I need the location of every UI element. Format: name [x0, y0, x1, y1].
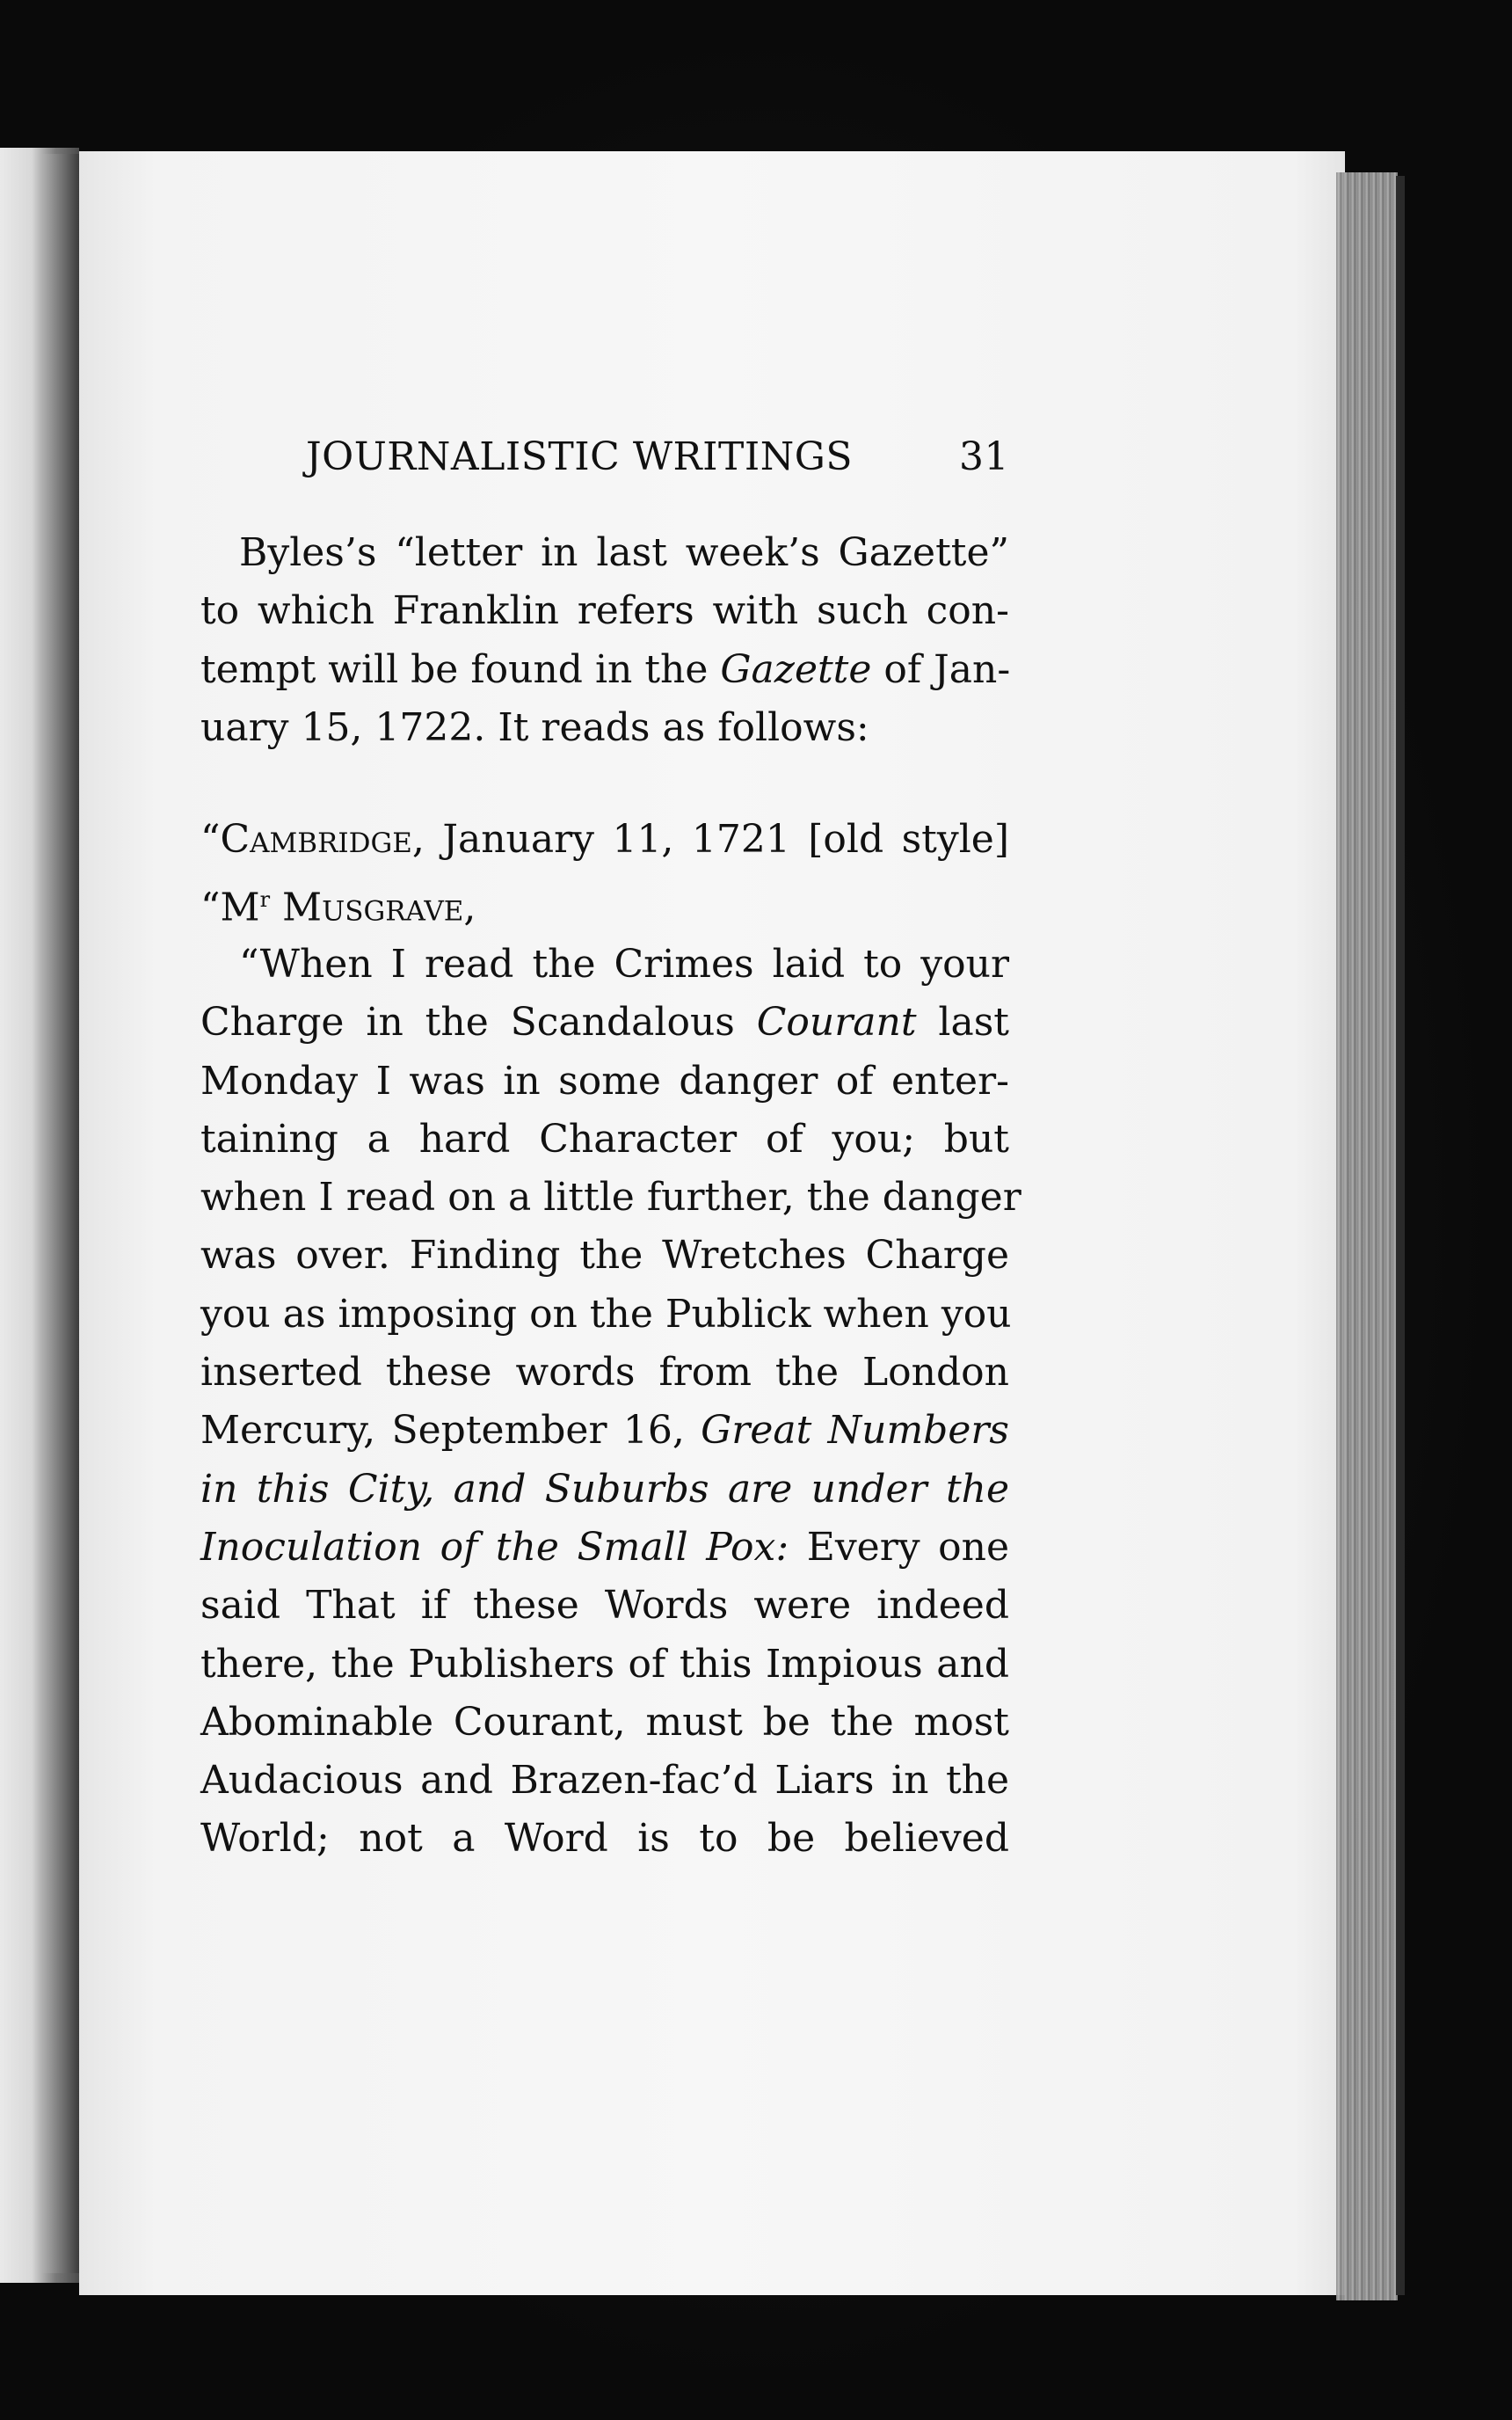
- text-line: was over. Finding the Wretches Charge: [200, 1233, 1009, 1279]
- text-line: Abominable Courant, must be the most: [200, 1699, 1009, 1745]
- text-line: Inoculation of the Small Pox: Every one: [200, 1524, 1009, 1570]
- text-line: said That if these Words were indeed: [200, 1583, 1009, 1629]
- book-gutter: [40, 154, 79, 2273]
- page-number: 31: [959, 434, 1009, 479]
- running-head: [306, 434, 1009, 496]
- text-line: to which Franklin refers with such con-: [200, 588, 1009, 634]
- text-line: Monday I was in some danger of enter-: [200, 1058, 1009, 1104]
- text-line: uary 15, 1722. It reads as follows:: [200, 704, 869, 750]
- text-line: World; not a Word is to be believed: [200, 1816, 1009, 1862]
- dateline-line: “Cambridge, January 11, 1721 [old style]: [200, 817, 1009, 862]
- italic-title: Gazette: [720, 646, 872, 692]
- text-line: tempt will be found in the Gazette of Jan-: [200, 646, 1011, 692]
- text-line: Byles’s “letter in last week’s Gazette”: [239, 530, 1009, 575]
- text-line: Charge in the Scandalous Courant last: [200, 1000, 1009, 1046]
- salutation: [200, 871, 1009, 929]
- page-block-shadow: [1396, 176, 1405, 2295]
- letter-body: [200, 936, 1021, 1869]
- dateline: [200, 811, 1009, 869]
- text-line: Audacious and Brazen-fac’d Liars in the: [200, 1758, 1009, 1804]
- text-line: in this City, and Suburbs are under the: [200, 1466, 1009, 1512]
- text-line: Mercury, September 16, Great Numbers: [200, 1408, 1010, 1454]
- text-line: “When I read the Crimes laid to your: [239, 942, 1009, 987]
- salutation-name: Musgrave,: [270, 885, 476, 930]
- dateline-place: Cambridge: [220, 817, 412, 862]
- running-head-title: JOURNALISTIC WRITINGS: [306, 434, 854, 479]
- text-line: inserted these words from the London: [200, 1350, 1009, 1396]
- text-line: taining a hard Character of you; but: [200, 1116, 1009, 1162]
- intro-paragraph: [200, 524, 1009, 757]
- page-block-edge: [1336, 172, 1398, 2300]
- text-line: there, the Publishers of this Impious and: [200, 1641, 1009, 1687]
- salutation-line: “$M^r$ Musgrave,: [200, 885, 476, 930]
- text-line: when I read on a little further, the danger: [200, 1175, 1021, 1221]
- text-line: you as imposing on the Publick when you: [200, 1291, 1012, 1337]
